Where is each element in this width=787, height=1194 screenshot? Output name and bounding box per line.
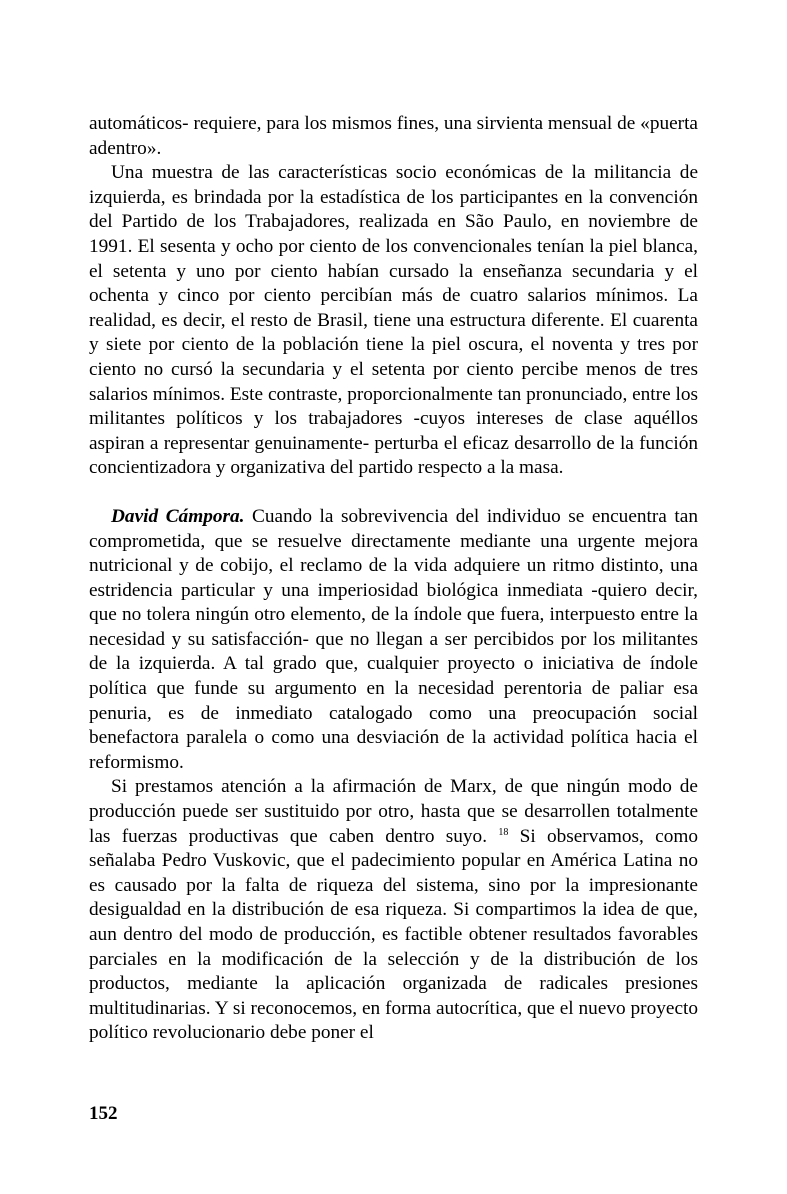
paragraph-campora <box>89 505 698 776</box>
paragraph-marx <box>89 775 698 1046</box>
paragraph-continuation: automáticos- requiere, para los mismos fines, una sirvienta mensual de «puerta adentro». <box>89 113 698 159</box>
paragraph-militancia: Una muestra de las características socio económicas de la militancia de izquierda, es brindada por la estadística de los participantes en la convención del Partido de los Trabajadores, realizada en São Paulo, en noviembre de 1991. El sesenta y ocho por ciento de los convencionales tenían la piel blanca, el setenta y uno por ciento habían cursado la enseñanza secundaria y el ochenta y cinco por ciento percibían más de cuatro salarios mínimos. La realidad, es decir, el resto de Brasil, tiene una estructura diferente. El cuarenta y siete por ciento de la población tiene la piel oscura, el noventa y tres por ciento no cursó la secundaria y el setenta por ciento percibe menos de tres salarios mínimos. Este contraste, proporcionalmente tan pronunciado, entre los militantes políticos y los trabajadores -cuyos intereses de clase aquéllos aspiran a representar genuinamente- perturba el eficaz desarrollo de la función concientizadora y organizativa del partido respecto a la masa. <box>89 162 698 479</box>
paragraph-marx-text-start: Si prestamos atención a la afirmación de Marx, de que ningún modo de producción puede ser sustituido por otro, hasta que se desarrollen totalmente las fuerzas productivas que caben dentro suyo. <box>89 776 698 847</box>
footnote-reference: 18 <box>498 826 509 838</box>
body-text <box>89 112 698 1046</box>
author-name: David Cámpora. <box>111 505 245 527</box>
paragraph-marx-text-end: Si observamos, como señalaba Pedro Vuskovic, que el padecimiento popular en América Latina no es causado por la falta de riqueza del sistema, sino por la impresionante desigualdad en la distribución de esa riqueza. Si compartimos la idea de que, aun dentro del modo de producción, es factible obtener resultados favorables parciales en la modificación de la selección y de la distribución de los productos, mediante la aplicación organizada de radicales presiones multitudinarias. Y si reconocemos, en forma autocrítica, que el nuevo proyecto político revolucionario debe poner el <box>89 825 698 1044</box>
page-number: 152 <box>89 1103 118 1124</box>
paragraph-campora-text: Cuando la sobrevivencia del individuo se encuentra tan comprometida, que se resuelve directamente mediante una urgente mejora nutricional y de cobijo, el reclamo de la vida adquiere un ritmo distinto, una estridencia particular y una imperiosidad biológica inmediata -quiero decir, que no tolera ningún otro elemento, de la índole que fuera, interpuesto entre la necesidad y su satisfacción- que no llegan a ser percibidos por los militantes de la izquierda. A tal grado que, cualquier proyecto o iniciativa de índole política que funde su argumento en la necesidad perentoria de paliar esa penuria, es de inmediato catalogado como una preocupación social benefactora paralela o como una desviación de la actividad política hacia el reformismo. <box>89 505 698 773</box>
